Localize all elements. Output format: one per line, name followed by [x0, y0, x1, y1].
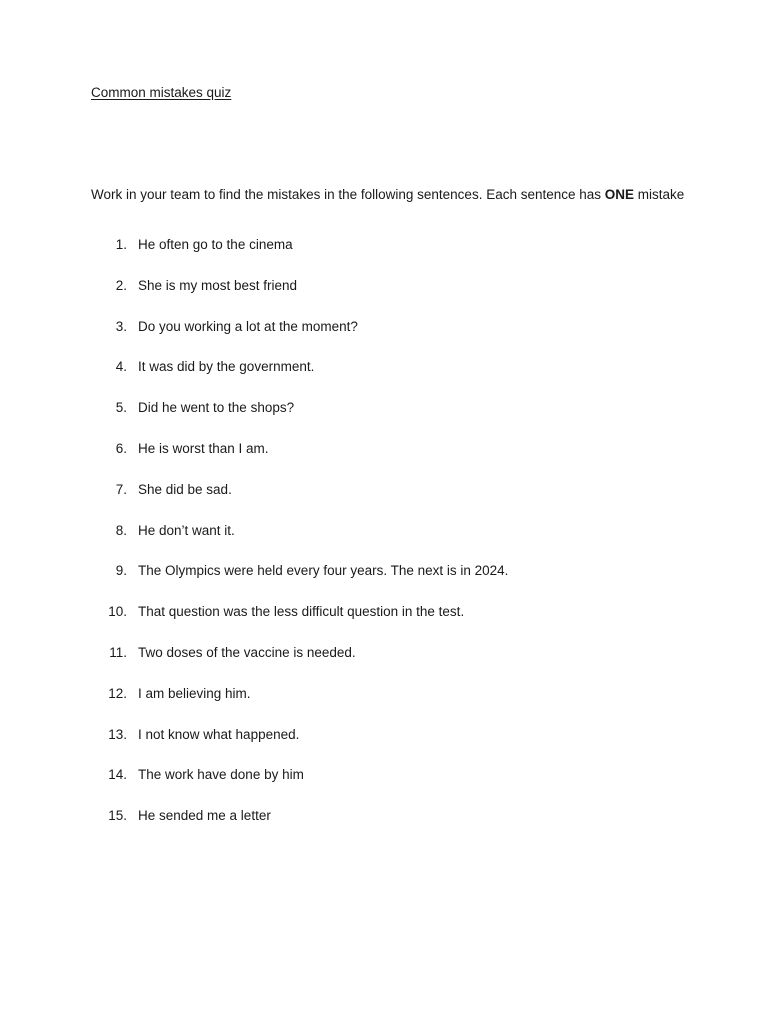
question-text: I am believing him. [138, 685, 251, 701]
question-number: 10. [108, 604, 127, 620]
question-text: The Olympics were held every four years. The next is in 2024. [138, 563, 509, 579]
question-number: 4. [115, 359, 127, 375]
question-text: It was did by the government. [138, 359, 315, 375]
instructions-suffix: mistake [634, 187, 685, 202]
question-text: Two doses of the vaccine is needed. [138, 644, 356, 660]
question-text: She is my most best friend [138, 277, 298, 293]
question-text: That question was the less difficult question in the test. [138, 604, 465, 620]
question-text: I not know what happened. [138, 726, 300, 742]
question-number: 2. [115, 277, 127, 293]
question-number: 3. [115, 318, 127, 334]
question-number: 5. [115, 400, 127, 416]
question-text: He often go to the cinema [138, 237, 293, 252]
question-number: 8. [115, 522, 127, 538]
question-text: Did he went to the shops? [138, 400, 295, 416]
question-number: 12. [108, 685, 127, 701]
question-number: 9. [115, 563, 127, 579]
question-text: He don’t want it. [138, 522, 235, 538]
page-title: Common mistakes quiz [91, 85, 232, 100]
question-text: The work have done by him [138, 767, 304, 783]
question-text: He is worst than I am. [138, 440, 269, 456]
instructions-emphasis: ONE [604, 187, 635, 202]
question-number: 11. [109, 644, 127, 660]
question-text: Do you working a lot at the moment? [138, 318, 358, 334]
question-text: He sended me a letter [138, 808, 271, 824]
instructions [91, 187, 684, 202]
question-text: She did be sad. [138, 481, 232, 497]
question-number: 15. [108, 808, 127, 824]
instructions-prefix: Work in your team to find the mistakes in the following sentences. Each sentence has [91, 187, 605, 202]
question-number: 6. [115, 440, 127, 456]
question-number: 7. [115, 481, 127, 497]
question-number: 13. [108, 726, 127, 742]
question-number: 1. [115, 237, 127, 252]
question-number: 14. [108, 767, 127, 783]
